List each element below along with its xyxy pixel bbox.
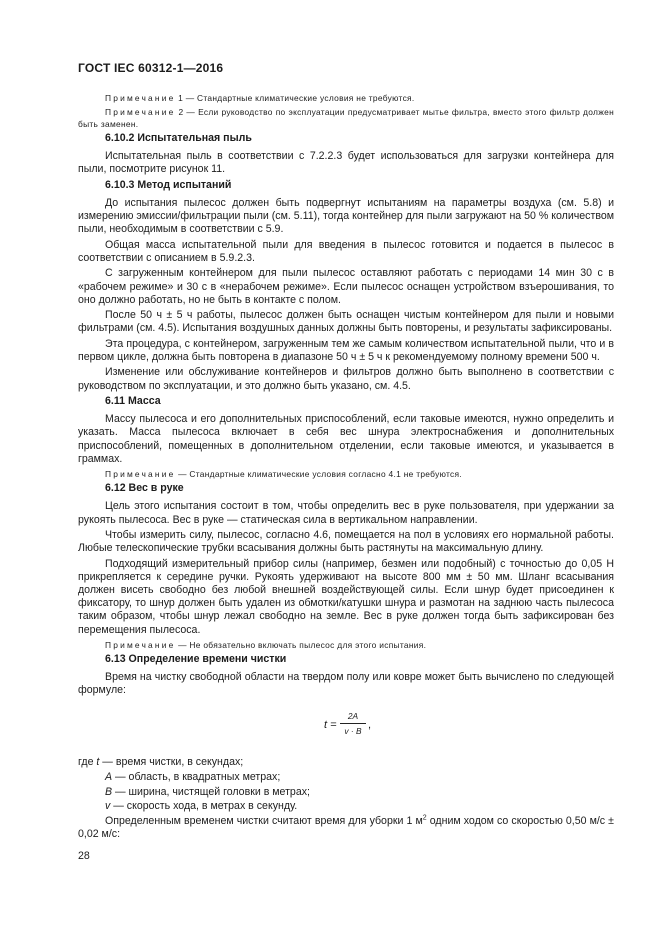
note-text: 1 — Стандартные климатические условия не требуются. [175, 93, 415, 103]
paragraph: Массу пылесоса и его дополнительных приспособлений, если таковые имеются, нужно определить и указать. Масса пылесоса включает в себя вес шнура электроснабжения и дополнительных приспособлений, помещенных в дополнительном отделении, если таковые имеются, и указывается в граммах. [78, 413, 614, 465]
cleaning-time-formula [78, 704, 614, 748]
note-2 [78, 106, 614, 130]
where-prefix: где [78, 755, 97, 768]
heading-6-10-2: 6.10.2 Испытательная пыль [105, 132, 252, 144]
p13-text-a: Определенным временем чистки считают время для уборки 1 м [105, 815, 423, 828]
page-number: 28 [78, 850, 90, 862]
note-3 [78, 468, 614, 480]
variable-t: t [96, 755, 100, 768]
definition-item [78, 800, 614, 813]
formula-comma: , [368, 718, 372, 731]
note-label: Примечание [105, 469, 176, 480]
note-label: Примечание [105, 107, 176, 117]
where-text: — время чистки, в секундах; [99, 755, 244, 768]
formula-denominator: v · B [344, 725, 362, 736]
document-header: ГОСТ IEC 60312-1—2016 [78, 61, 224, 75]
definition-item [78, 771, 614, 784]
definition-item [78, 786, 614, 799]
definition-text: — скорость хода, в метрах в секунду. [110, 800, 298, 813]
heading-6-10-3: 6.10.3 Метод испытаний [105, 178, 232, 191]
paragraph: Испытательная пыль в соответствии с 7.2.2.3 будет использоваться для загрузки контейнера для пыли, посмотрите рисунок 11. [78, 150, 614, 176]
note-1 [78, 92, 614, 104]
paragraph: Общая масса испытательной пыли для введения в пылесос готовится и подается в пылесос в соответствии с описанием в 5.9.2.3. [78, 238, 614, 264]
superscript: 2 [422, 814, 427, 822]
paragraph: Время на чистку свободной области на твердом полу или ковре может быть вычислено по следующей формуле: [78, 671, 614, 697]
paragraph: После 50 ч ± 5 ч работы, пылесос должен быть оснащен чистым контейнером для пыли и новыми фильтрами (см. 4.5). Испытания воздушных данных должны быть повторены, и результаты зафиксированы. [78, 309, 614, 335]
formula-lhs: t = [324, 718, 337, 731]
paragraph: До испытания пылесос должен быть подвергнут испытаниям на параметры воздуха (см. 5.8) и измерению эмиссии/фильтрации пыли (см. 5.11), тогда контейнер для пыли загружают на 50 % количеством пыли, необходимым в соответствии с 5.9. [78, 197, 614, 236]
paragraph: Цель этого испытания состоит в том, чтобы определить вес в руке пользователя, при удержании за рукоять пылесоса. Вес в руке — статическая сила в вертикальном направлении. [78, 500, 614, 526]
paragraph: Изменение или обслуживание контейнеров и фильтров должно быть выполнено в соответствии с руководством по эксплуатации, и это должно быть указано, см. 4.5. [78, 366, 614, 392]
formula-numerator: 2A [347, 710, 359, 721]
p13-text-b: одним ходом со скоростью 0,50 м/с ± 0,02 м/с: [78, 815, 614, 841]
where-line [78, 756, 614, 769]
paragraph: Эта процедура, с контейнером, загруженным тем же самым количеством испытательной пыли, что и в первом цикле, должна быть повторена в диапазоне 50 ч ± 5 ч к рекомендуемому полному времени 500 ч. [78, 337, 614, 363]
paragraph: Чтобы измерить силу, пылесос, согласно 4.6, помещается на пол в условиях его нормальной работы. Любые телескопические трубки всасывания должны быть растянуты на максимальную длину. [78, 528, 614, 555]
variable-name: v [105, 800, 111, 813]
definition-text: — область, в квадратных метрах; [112, 770, 281, 783]
paragraph: С загруженным контейнером для пыли пылесос оставляют работать с периодами 14 мин 30 с в «рабочем режиме» и 30 с в «нерабочем режиме». Если пылесос оснащен устройством взъерошивания, то оно должно работать, но не быть в контакте с полом. [78, 267, 614, 306]
note-label: Примечание [105, 639, 176, 650]
note-text: — Стандартные климатические условия согласно 4.1 не требуются. [175, 469, 462, 480]
paragraph: Подходящий измерительный прибор силы (например, безмен или подобный) с точностью до 0,05 Н прикрепляется к середине ручки. Рукоять удерживают на высоте 800 мм ± 50 мм. Шланг всасывания должен висеть свободно без любой внешней воздействующей силы. Если шнур будет присоединен к фиксатору, то шнур должен быть удален из обмотки/катушки шнура и размотан на заднюю часть пылесоса таким образом, чтобы шнур лежал свободно на земле. Вес в руке должен тогда быть зафиксирован без перемещения пылесоса. [78, 557, 614, 636]
note-label: Примечание [105, 93, 176, 103]
paragraph [78, 815, 614, 841]
note-4 [78, 639, 614, 651]
note-text: — Не обязательно включать пылесос для этого испытания. [175, 639, 427, 650]
page-content [78, 92, 614, 844]
heading-6-12: 6.12 Вес в руке [105, 482, 184, 495]
variable-name: B [105, 785, 113, 798]
note-text: 2 — Если руководство по эксплуатации предусматривает мытье фильтра, вместо этого фильтр должен быть заменен. [78, 107, 614, 129]
variable-definitions [78, 771, 614, 814]
heading-6-11: 6.11 Масса [105, 394, 161, 407]
variable-name: A [105, 770, 113, 783]
fraction-bar [340, 723, 366, 724]
heading-6-13: 6.13 Определение времени чистки [105, 652, 287, 665]
formula-fraction [340, 711, 366, 736]
definition-text: — ширина, чистящей головки в метрах; [112, 785, 310, 798]
